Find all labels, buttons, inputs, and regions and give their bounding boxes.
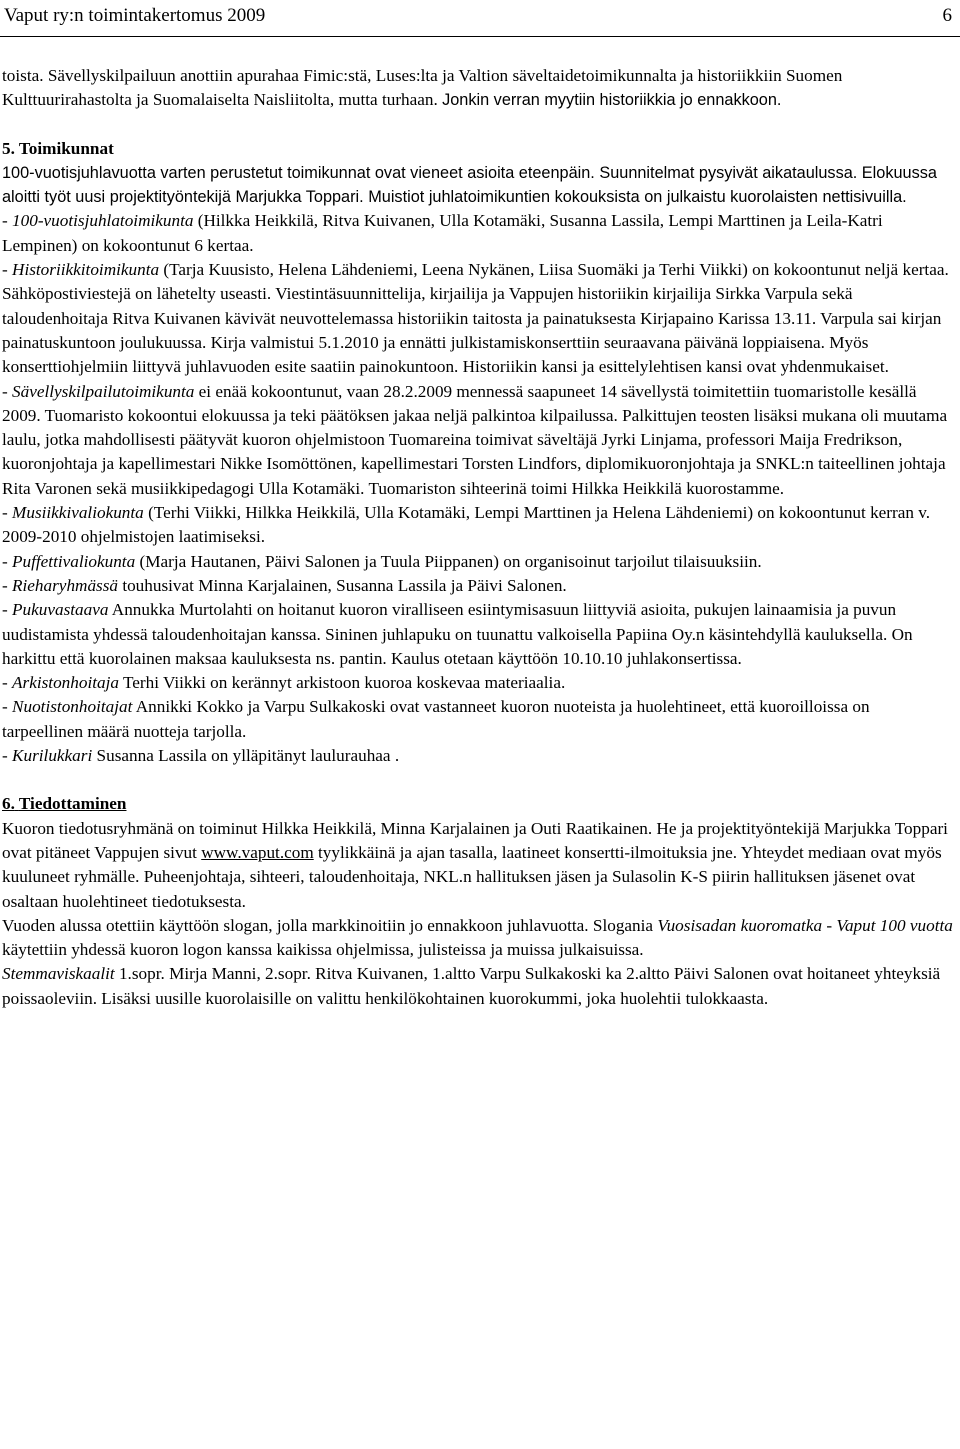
document-body — [2, 64, 954, 1011]
committee-item: - Nuotistonhoitajat Annikki Kokko ja Varpu Sulkakoski ovat vastanneet kuoron nuoteista ja huolehtineet, että kuoroilloissa on tarpeellinen määrä nuotteja tarjolla. — [2, 697, 870, 741]
section-6-text-5: 1.sopr. Mirja Manni, 2.sopr. Ritva Kuivanen, 1.altto Varpu Sulkakoski ka 2.altto Päivi Salonen ovat hoitaneet yhteyksiä poissaoleviin. Lisäksi uusille kuorolaisille on valittu henkilökohtainen kuorokummi, joka huolehtii tulokkaasta. — [2, 964, 941, 1008]
committee-text: Annikki Kokko ja Varpu Sulkakoski ovat vastanneet kuoron nuoteista ja huolehtineet, että kuoroilloissa on tarpeellinen määrä nuotteja tarjolla. — [2, 697, 870, 741]
section-5-title: Toimikunnat — [18, 138, 114, 158]
committee-text: (Terhi Viikki, Hilkka Heikkilä, Ulla Kotamäki, Lempi Marttinen ja Helena Lähdeniemi) on kokoontunut kerran v. 2009-2010 ohjelmistojen laatimiseksi. — [2, 503, 931, 547]
committee-text: (Tarja Kuusisto, Helena Lähdeniemi, Leena Nykänen, Liisa Suomäki ja Terhi Viikki) on kokoontunut neljä kertaa. Sähköpostiviestejä on lähetelty useasti. Viestintäsuunnittelija, kirjailija ja Vappujen historiikin kirjailija Sirkka Varpula sekä taloudenhoitaja Ritva Kuivanen kävivät neuvottelemassa historiikin taitosta ja painatuksesta Kirjapaino Karissa 13.11. Varpula sai kirjan painatuskuntoon joulukuussa. Kirja valmistui 5.1.2010 ja ennätti julkistamiskonserttiin seuraavana päivänä loppiaisena. Myös konserttiohjelmiin liittyvä juhlavuoden esite saatiin painokuntoon. Historiikin kansi ja esittelylehtisen kansi ovat yhdenmukaiset. — [2, 260, 949, 377]
section-6-text-4: käytettiin yhdessä kuoron logon kanssa kaikissa ohjelmissa, julisteissa ja muissa julkaisuissa. — [2, 940, 644, 960]
section-6-paragraph-3 — [2, 962, 954, 1011]
stemmaviskaalit-label: Stemmaviskaalit — [2, 964, 115, 984]
committee-item: - Musiikkivaliokunta (Terhi Viikki, Hilkka Heikkilä, Ulla Kotamäki, Lempi Marttinen ja Helena Lähdeniemi) on kokoontunut kerran v. 2009-2010 ohjelmistojen laatimiseksi. — [2, 503, 931, 547]
section-6-text-3: Vuoden alussa otettiin käyttöön slogan, jolla markkinoitiin jo ennakkoon juhlavuotta. Slogania — [2, 915, 658, 935]
section-5-intro: 100-vuotisjuhlavuotta varten perustetut toimikunnat ovat vieneet asioita eteenpäin. Suunnitelmat pysyivät aikataulussa. Elokuussa aloitti työt uusi projektityöntekijä Marjukka Toppari. Muistiot juhlatoimikuntien kokouksista on julkaistu kuorolaisten nettisivuilla. — [2, 163, 937, 207]
committee-name: Nuotistonhoitajat — [12, 697, 133, 717]
committee-text: touhusivat Minna Karjalainen, Susanna Lassila ja Päivi Salonen. — [118, 575, 567, 595]
website-link[interactable]: www.vaput.com — [201, 842, 314, 862]
committee-text: Susanna Lassila on ylläpitänyt laulurauhaa . — [92, 746, 400, 766]
committee-item: - Kurilukkari Susanna Lassila on ylläpitänyt laulurauhaa . — [2, 746, 400, 766]
intro-text-2: Jonkin verran myytiin historiikkia jo ennakkoon. — [442, 91, 782, 110]
committee-text: Terhi Viikki on kerännyt arkistoon kuoroa koskevaa materiaalia. — [118, 673, 566, 693]
committee-name: Kurilukkari — [12, 746, 93, 766]
document-title: Vaput ry:n toimintakertomus 2009 — [4, 5, 266, 26]
section-6-text-2: tyylikkäinä ja ajan tasalla, laatineet konsertti-ilmoituksia jne. Yhteydet mediaan ovat myös kuuluneet ryhmälle. Puheenjohtaja, sihteeri, taloudenhoitaja, NKL.n hallituksen jäsen ja Sulasolin K-S piirin hallituksen jäsenet ovat osaltaan huolehtineet tiedotuksesta. — [2, 842, 942, 911]
committee-item: - Puffettivaliokunta (Marja Hautanen, Päivi Salonen ja Tuula Piippanen) on organisoinut tarjoilut tilaisuuksiin. — [2, 551, 762, 571]
committee-name: Historiikkitoimikunta — [12, 260, 160, 280]
committee-name: Pukuvastaava — [12, 600, 109, 620]
page-number: 6 — [942, 5, 952, 26]
committee-name: Rieharyhmässä — [12, 575, 119, 595]
committee-name: 100-vuotisjuhlatoimikunta — [12, 211, 194, 231]
committee-name: Musiikkivaliokunta — [12, 503, 144, 523]
intro-paragraph — [2, 64, 954, 113]
committee-name: Sävellyskilpailutoimikunta — [12, 381, 195, 401]
section-6-heading — [2, 792, 954, 816]
section-6-title: Tiedottaminen — [18, 794, 127, 814]
section-5-number: 5. — [2, 138, 15, 158]
page-header — [0, 0, 960, 37]
committee-text: (Marja Hautanen, Päivi Salonen ja Tuula Piippanen) on organisoinut tarjoilut tilaisuuksiin. — [135, 551, 762, 571]
section-6-number: 6. — [2, 794, 15, 814]
committee-name: Puffettivaliokunta — [12, 551, 136, 571]
section-6-paragraph-2 — [2, 914, 954, 963]
slogan: Vuosisadan kuoromatka - Vaput 100 vuotta — [657, 915, 953, 935]
committee-item: - Rieharyhmässä touhusivat Minna Karjalainen, Susanna Lassila ja Päivi Salonen. — [2, 575, 567, 595]
committee-text: Annukka Murtolahti on hoitanut kuoron viralliseen esiintymisasuun liittyviä asioita, pukujen lainaamisia ja puvun uudistamista yhdessä taloudenhoitajan kanssa. Sininen juhlapuku on tuunattu valkoisella Papiina Oy.n käsintehdyllä kauluksella. On harkittu että kuorolainen maksaa kauluksesta ns. pantin. Kaulus otetaan käyttöön 10.10.10 juhlakonsertissa. — [2, 600, 913, 668]
committee-item: - Arkistonhoitaja Terhi Viikki on kerännyt arkistoon kuoroa koskevaa materiaalia. — [2, 673, 566, 693]
committee-text: ei enää kokoontunut, vaan 28.2.2009 mennessä saapuneet 14 sävellystä toimitettiin tuomaristolle kesällä 2009. Tuomaristo kokoontui elokuussa ja teki päätöksen jakaa neljä palkintoa kilpailussa. Palkittujen teosten lisäksi mukana oli muutama laulu, jotka mahdollisesti päätyvät kuoron ohjelmistoon Tuomareina toimivat säveltäjä Jyrki Linjama, professori Maija Fredrikson, kuoronjohtaja ja kapellimestari Nikke Isomöttönen, kapellimestari Torsten Lindfors, diplomikuoronjohtaja ja SNKL:n taiteellinen johtaja Rita Varonen sekä musiikkipedagogi Ulla Kotamäki. Tuomariston sihteerinä toimi Hilkka Heikkilä kuorostamme. — [2, 381, 948, 498]
committee-text: (Hilkka Heikkilä, Ritva Kuivanen, Ulla Kotamäki, Susanna Lassila, Lempi Marttinen ja Leila-Katri Lempinen) on kokoontunut 6 kertaa. — [2, 211, 883, 255]
section-6-text-1: Kuoron tiedotusryhmänä on toiminut Hilkka Heikkilä, Minna Karjalainen ja Outi Raatikainen. He ja projektityöntekijä Marjukka Toppari ovat pitäneet Vappujen sivut — [2, 818, 948, 862]
committee-item: - Historiikkitoimikunta (Tarja Kuusisto, Helena Lähdeniemi, Leena Nykänen, Liisa Suomäki ja Terhi Viikki) on kokoontunut neljä kertaa. Sähköpostiviestejä on lähetelty useasti. Viestintäsuunnittelija, kirjailija ja Vappujen historiikin kirjailija Sirkka Varpula sekä taloudenhoitaja Ritva Kuivanen kävivät neuvottelemassa historiikin taitosta ja painatuksesta Kirjapaino Karissa 13.11. Varpula sai kirjan painatuskuntoon joulukuussa. Kirja valmistui 5.1.2010 ja ennätti julkistamiskonserttiin seuraavana päivänä loppiaisena. Myös konserttiohjelmiin liittyvä juhlavuoden esite saatiin painokuntoon. Historiikin kansi ja esittelylehtisen kansi ovat yhdenmukaiset. — [2, 260, 949, 377]
committee-item: - Pukuvastaava Annukka Murtolahti on hoitanut kuoron viralliseen esiintymisasuun liittyviä asioita, pukujen lainaamisia ja puvun uudistamista yhdessä taloudenhoitajan kanssa. Sininen juhlapuku on tuunattu valkoisella Papiina Oy.n käsintehdyllä kauluksella. On harkittu että kuorolainen maksaa kauluksesta ns. pantin. Kaulus otetaan käyttöön 10.10.10 juhlakonsertissa. — [2, 600, 913, 668]
intro-text-1: toista. Sävellyskilpailuun anottiin apurahaa Fimic:stä, Luses:lta ja Valtion säveltaidetoimikunnalta ja historiikkiin Suomen Kulttuurirahastolta ja Suomalaiselta Naisliitolta, mutta turhaan. — [2, 66, 843, 110]
committee-item: - Sävellyskilpailutoimikunta ei enää kokoontunut, vaan 28.2.2009 mennessä saapuneet 14 sävellystä toimitettiin tuomaristolle kesällä 2009. Tuomaristo kokoontui elokuussa ja teki päätöksen jakaa neljä palkintoa kilpailussa. Palkittujen teosten lisäksi mukana oli muutama laulu, jotka mahdollisesti päätyvät kuoron ohjelmistoon Tuomareina toimivat säveltäjä Jyrki Linjama, professori Maija Fredrikson, kuoronjohtaja ja kapellimestari Nikke Isomöttönen, kapellimestari Torsten Lindfors, diplomikuoronjohtaja ja SNKL:n taiteellinen johtaja Rita Varonen sekä musiikkipedagogi Ulla Kotamäki. Tuomariston sihteerinä toimi Hilkka Heikkilä kuorostamme. — [2, 381, 948, 498]
section-5-heading — [2, 137, 954, 161]
committee-item: - 100-vuotisjuhlatoimikunta (Hilkka Heikkilä, Ritva Kuivanen, Ulla Kotamäki, Susanna Lassila, Lempi Marttinen ja Leila-Katri Lempinen) on kokoontunut 6 kertaa. — [2, 211, 883, 255]
committee-name: Arkistonhoitaja — [12, 673, 119, 693]
section-6-paragraph-1 — [2, 817, 954, 914]
